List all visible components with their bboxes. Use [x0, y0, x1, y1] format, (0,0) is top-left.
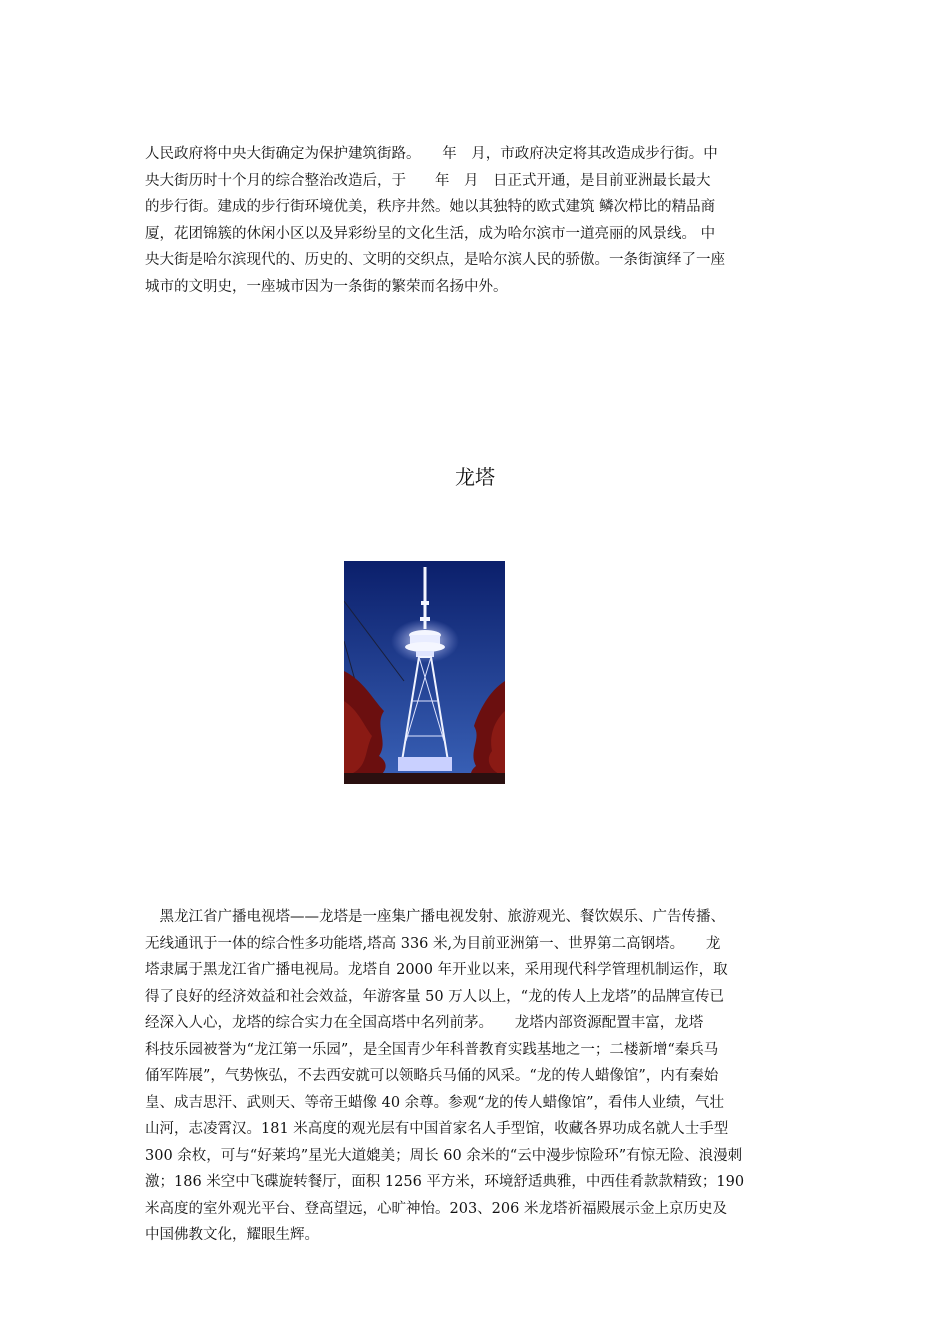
paragraph-line: 皇、成吉思汗、武则天、等帝王蜡像 40 余尊。参观“龙的传人蜡像馆”，看伟人业绩，气壮	[145, 1094, 724, 1111]
paragraph-line: 中国佛教文化，耀眼生辉。	[145, 1227, 319, 1243]
paragraph-line: 厦，花团锦簇的休闲小区以及异彩纷呈的文化生活，成为哈尔滨市一道亮丽的风景线。 中	[145, 225, 716, 242]
paragraph-line: 科技乐园被誉为“龙江第一乐园”，是全国青少年科普教育实践基地之一；二楼新增“秦兵马	[145, 1041, 719, 1058]
paragraph-line: 无线通讯于一体的综合性多功能塔,塔高 336 米,为目前亚洲第一、世界第二高钢塔。 龙	[145, 935, 721, 952]
paragraph-line: 300 余枚，可与“好莱坞”星光大道媲美；周长 60 余米的“云中漫步惊险环”有惊无险、浪漫刺	[145, 1147, 743, 1164]
paragraph-line: 经深入人心，龙塔的综合实力在全国高塔中名列前茅。 龙塔内部资源配置丰富，龙塔	[145, 1015, 704, 1031]
paragraph-line: 米高度的室外观光平台、登高望远，心旷神怡。203、206 米龙塔祈福殿展示金上京历史及	[145, 1200, 727, 1217]
section-title: 龙塔	[455, 465, 495, 489]
paragraph-line: 黑龙江省广播电视塔——龙塔是一座集广播电视发射、旅游观光、餐饮娱乐、广告传播、	[145, 909, 725, 925]
tv-tower-photo	[344, 561, 505, 784]
paragraph-line: 激；186 米空中飞碟旋转餐厅，面积 1256 平方米，环境舒适典雅，中西佳肴款款精致；190	[145, 1174, 745, 1190]
paragraph-line: 的步行街。建成的步行街环境优美，秩序井然。她以其独特的欧式建筑 鳞次栉比的精品商	[145, 199, 716, 215]
paragraph-line: 城市的文明史，一座城市因为一条街的繁荣而名扬中外。	[145, 278, 508, 295]
paragraph-line: 俑军阵展”，气势恢弘，不去西安就可以领略兵马俑的风采。“龙的传人蜡像馆”，内有秦始	[145, 1068, 719, 1084]
paragraph-line: 得了良好的经济效益和社会效益，年游客量 50 万人以上，“龙的传人上龙塔”的品牌宣传已	[145, 988, 724, 1005]
paragraph-line: 央大街历时十个月的综合整治改造后，于 年 月 日正式开通，是目前亚洲最长最大	[145, 172, 711, 189]
paragraph-line: 塔隶属于黑龙江省广播电视局。龙塔自 2000 年开业以来，采用现代科学管理机制运作，取	[145, 962, 728, 978]
paragraph-line: 央大街是哈尔滨现代的、历史的、文明的交织点，是哈尔滨人民的骄傲。一条街演绎了一座	[145, 252, 725, 268]
intro-paragraph	[145, 141, 810, 300]
tv-tower-night-photo-icon	[344, 561, 505, 784]
dragon-tower-paragraph	[145, 904, 810, 1249]
paragraph-line: 山河，志凌霄汉。181 米高度的观光层有中国首家名人手型馆，收藏各界功成名就人士手型	[145, 1121, 729, 1137]
paragraph-line: 人民政府将中央大街确定为保护建筑街路。 年 月，市政府决定将其改造成步行街。中	[145, 146, 718, 162]
